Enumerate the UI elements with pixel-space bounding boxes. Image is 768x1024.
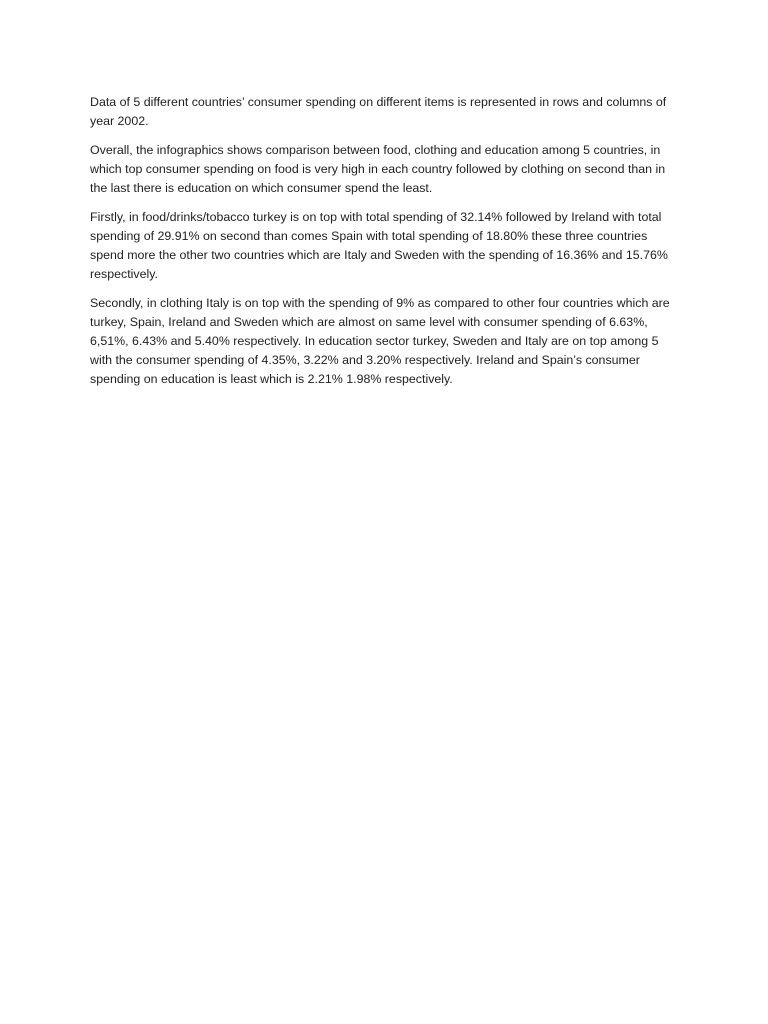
paragraph-clothing-education: Secondly, in clothing Italy is on top with the spending of 9% as compared to other four countries which are turkey, Spain, Ireland and Sweden which are almost on same level with consumer spending of 6.63%, 6,51%, 6.43% and 5.40% respectively. In education sector turkey, Sweden and Italy are on top among 5 with the consumer spending of 4.35%, 3.22% and 3.20% respectively. Ireland and Spain’s consumer spending on education is least which is 2.21% 1.98% respectively. <box>90 296 670 386</box>
document-body <box>90 93 680 399</box>
paragraph-intro: Data of 5 different countries’ consumer spending on different items is represented in rows and columns of year 2002. <box>90 95 667 128</box>
paragraph-food-comparison: Firstly, in food/drinks/tobacco turkey is on top with total spending of 32.14% followed by Ireland with total spending of 29.91% on second than comes Spain with total spending of 18.80% these three countries spend more the other two countries which are Italy and Sweden with the spending of 16.36% and 15.76% respectively. <box>90 210 668 281</box>
paragraph-overview: Overall, the infographics shows comparison between food, clothing and education among 5 countries, in which top consumer spending on food is very high in each country followed by clothing on second than in the last there is education on which consumer spend the least. <box>90 143 666 195</box>
